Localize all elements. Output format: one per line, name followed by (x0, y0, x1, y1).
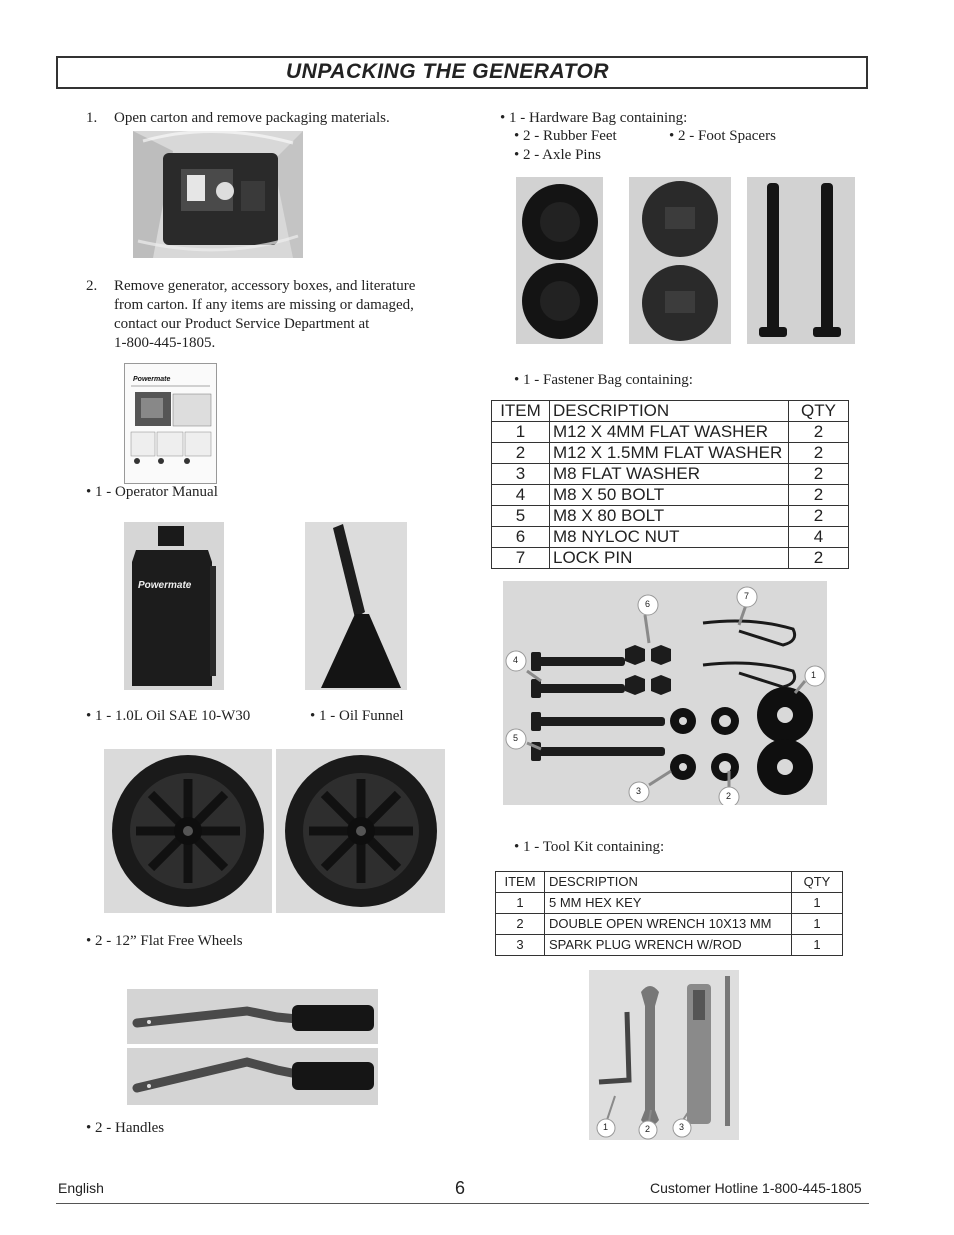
carton-photo (133, 131, 303, 258)
tool-callout-1: 1 (603, 1122, 609, 1132)
fasteners-photo (503, 581, 827, 805)
funnel-label: • 1 - Oil Funnel (310, 708, 404, 724)
step-1-number: 1. (86, 110, 98, 126)
callout-7: 7 (744, 591, 750, 601)
fastener-bag-label: • 1 - Fastener Bag containing: (514, 372, 693, 388)
cell-description: M8 X 50 BOLT (550, 485, 789, 506)
table-row (492, 548, 849, 569)
cell-item: 1 (496, 893, 545, 914)
footer-page-number: 6 (455, 1178, 466, 1198)
step-1-text: Open carton and remove packaging materials. (114, 110, 390, 126)
table-row (492, 443, 849, 464)
cell-description: M8 X 80 BOLT (550, 506, 789, 527)
tool-kit-photo (589, 970, 739, 1140)
oil-label: • 1 - 1.0L Oil SAE 10-W30 (86, 708, 251, 724)
tool-kit-table (495, 871, 843, 956)
header-description: DESCRIPTION (545, 872, 792, 893)
wheel-photo-left (104, 749, 272, 913)
header-item: ITEM (492, 401, 550, 422)
cell-qty: 2 (789, 464, 849, 485)
cell-description: M12 X 4MM FLAT WASHER (550, 422, 789, 443)
foot-spacers-label: • 2 - Foot Spacers (669, 128, 776, 144)
step-2-line: Remove generator, accessory boxes, and literature (114, 278, 416, 294)
wheels-label: • 2 - 12” Flat Free Wheels (86, 933, 243, 949)
cell-qty: 1 (792, 893, 843, 914)
cell-qty: 1 (792, 935, 843, 956)
callout-6: 6 (645, 599, 651, 609)
cell-qty: 2 (789, 506, 849, 527)
table-row (496, 935, 843, 956)
table-row (496, 914, 843, 935)
cell-item: 5 (492, 506, 550, 527)
cell-qty: 4 (789, 527, 849, 548)
fastener-table-header (492, 401, 849, 422)
cell-description: M8 NYLOC NUT (550, 527, 789, 548)
cell-qty: 2 (789, 548, 849, 569)
step-2-line: 1-800-445-1805. (114, 335, 216, 351)
footer-rule (56, 1203, 869, 1204)
oil-brand-logo: Powermate (138, 580, 192, 591)
axle-pins-photo (747, 177, 855, 344)
callout-3: 3 (636, 786, 642, 796)
manual-brand-logo: Powermate (133, 376, 171, 383)
header-description: DESCRIPTION (550, 401, 789, 422)
hardware-bag-label: • 1 - Hardware Bag containing: (500, 110, 688, 126)
footer-hotline: Customer Hotline 1-800-445-1805 (650, 1180, 862, 1196)
cell-qty: 2 (789, 422, 849, 443)
cell-item: 3 (496, 935, 545, 956)
cell-description: M8 FLAT WASHER (550, 464, 789, 485)
header-qty: QTY (789, 401, 849, 422)
cell-item: 1 (492, 422, 550, 443)
operator-manual-image (124, 363, 217, 484)
table-row (492, 422, 849, 443)
rubber-feet-label: • 2 - Rubber Feet (514, 128, 617, 144)
table-row (492, 485, 849, 506)
table-row (492, 527, 849, 548)
cell-description: DOUBLE OPEN WRENCH 10X13 MM (545, 914, 792, 935)
oil-bottle-photo (124, 522, 224, 690)
fastener-table (491, 400, 849, 569)
cell-item: 4 (492, 485, 550, 506)
table-row (492, 506, 849, 527)
step-2-number: 2. (86, 278, 98, 294)
handles-label: • 2 - Handles (86, 1120, 165, 1136)
cell-description: M12 X 1.5MM FLAT WASHER (550, 443, 789, 464)
handle-photo-top (127, 989, 378, 1044)
tool-callout-2: 2 (645, 1124, 651, 1134)
cell-item: 2 (492, 443, 550, 464)
handle-photo-bottom (127, 1048, 378, 1105)
callout-5: 5 (513, 733, 519, 743)
step-2-text (114, 277, 454, 353)
foot-spacers-photo (629, 177, 731, 344)
footer-language: English (58, 1180, 104, 1196)
callout-2: 2 (726, 791, 732, 801)
step-2-line: contact our Product Service Department at (114, 316, 370, 332)
cell-description: 5 MM HEX KEY (545, 893, 792, 914)
cell-qty: 1 (792, 914, 843, 935)
cell-description: SPARK PLUG WRENCH W/ROD (545, 935, 792, 956)
callout-1: 1 (811, 670, 817, 680)
tool-table-header (496, 872, 843, 893)
step-2-line: from carton. If any items are missing or damaged, (114, 297, 414, 313)
cell-description: LOCK PIN (550, 548, 789, 569)
table-row (496, 893, 843, 914)
cell-item: 2 (496, 914, 545, 935)
operator-manual-label: • 1 - Operator Manual (86, 484, 218, 500)
table-row (492, 464, 849, 485)
axle-pins-label: • 2 - Axle Pins (514, 147, 601, 163)
callout-4: 4 (513, 655, 519, 665)
header-qty: QTY (792, 872, 843, 893)
page-title: UNPACKING THE GENERATOR (286, 60, 610, 83)
cell-item: 7 (492, 548, 550, 569)
header-item: ITEM (496, 872, 545, 893)
rubber-feet-photo (516, 177, 603, 344)
cell-qty: 2 (789, 443, 849, 464)
tool-callout-3: 3 (679, 1122, 685, 1132)
oil-funnel-photo (305, 522, 407, 690)
cell-item: 6 (492, 527, 550, 548)
cell-qty: 2 (789, 485, 849, 506)
tool-kit-label: • 1 - Tool Kit containing: (514, 839, 665, 855)
wheel-photo-right (276, 749, 445, 913)
cell-item: 3 (492, 464, 550, 485)
